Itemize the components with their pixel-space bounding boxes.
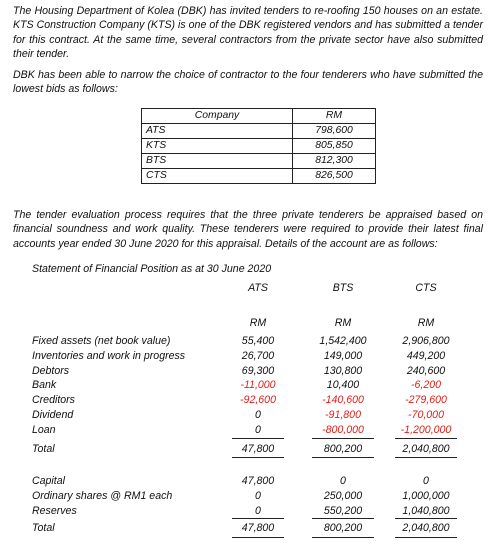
value-cell: 10,400 bbox=[326, 379, 360, 392]
bid-cell: 812,300 bbox=[293, 154, 376, 169]
company-header-ats: ATS bbox=[248, 282, 268, 294]
value-cell: -11,000 bbox=[240, 379, 276, 392]
value-cell: 2,906,800 bbox=[402, 335, 450, 347]
currency-label: RM bbox=[249, 317, 267, 329]
sfp-title: Statement of Financial Position as at 30 June 2020 bbox=[32, 263, 272, 275]
company-cell: ATS bbox=[142, 124, 293, 139]
value-cell: 240,600 bbox=[406, 364, 446, 377]
company-header-bts: BTS bbox=[332, 282, 354, 294]
total-value: 800,200 bbox=[323, 522, 363, 534]
value-cell: 149,000 bbox=[323, 349, 363, 362]
table-row bbox=[142, 169, 376, 184]
total-rule bbox=[395, 457, 457, 458]
subtotal-rule bbox=[232, 518, 284, 519]
total-value: 47,800 bbox=[241, 522, 275, 534]
value-cell: 1,542,400 bbox=[319, 335, 367, 347]
subtotal-rule bbox=[395, 518, 457, 519]
value-cell: 1,040,800 bbox=[402, 504, 450, 517]
company-cell: CTS bbox=[142, 169, 293, 184]
value-cell: 0 bbox=[255, 423, 261, 436]
currency-label: RM bbox=[417, 317, 435, 329]
row-label: Bank bbox=[32, 379, 57, 392]
value-cell: 0 bbox=[255, 504, 261, 517]
value-cell: 1,000,000 bbox=[402, 489, 450, 502]
currency-label: RM bbox=[334, 317, 352, 329]
value-cell: 250,000 bbox=[323, 489, 363, 502]
company-cell: BTS bbox=[142, 154, 293, 169]
value-cell: -279,600 bbox=[405, 394, 447, 407]
value-cell: 550,200 bbox=[323, 504, 363, 517]
value-cell: 0 bbox=[255, 409, 261, 421]
table-row bbox=[142, 154, 376, 169]
total-label: Total bbox=[32, 522, 55, 534]
total-rule bbox=[232, 457, 284, 458]
value-cell: 0 bbox=[340, 475, 346, 487]
table-row bbox=[142, 124, 376, 139]
value-cell: -91,800 bbox=[325, 409, 361, 421]
value-cell: -92,600 bbox=[240, 394, 276, 407]
total-value: 800,200 bbox=[323, 443, 363, 455]
value-cell: -6,200 bbox=[410, 379, 442, 392]
header-rm: RM bbox=[293, 109, 376, 124]
row-label: Fixed assets (net book value) bbox=[32, 335, 171, 347]
value-cell: 47,800 bbox=[241, 475, 275, 487]
subtotal-rule bbox=[395, 438, 457, 439]
subtotal-rule bbox=[312, 438, 374, 439]
row-label: Creditors bbox=[32, 394, 75, 407]
value-cell: -1,200,000 bbox=[400, 423, 452, 436]
total-label: Total bbox=[32, 443, 55, 455]
bid-cell: 805,850 bbox=[293, 139, 376, 154]
row-label: Reserves bbox=[32, 504, 77, 517]
row-label: Debtors bbox=[32, 364, 70, 377]
total-rule bbox=[312, 457, 374, 458]
subtotal-rule bbox=[312, 518, 374, 519]
bid-cell: 798,600 bbox=[293, 124, 376, 139]
value-cell: -800,000 bbox=[322, 423, 364, 436]
value-cell: -140,600 bbox=[322, 394, 364, 407]
row-label: Inventories and work in progress bbox=[32, 349, 186, 362]
company-header-cts: CTS bbox=[415, 282, 437, 294]
total-rule bbox=[232, 537, 284, 538]
tender-table bbox=[141, 108, 376, 184]
total-rule bbox=[312, 537, 374, 538]
subtotal-rule bbox=[232, 438, 284, 439]
value-cell: 449,200 bbox=[406, 349, 446, 362]
company-cell: KTS bbox=[142, 139, 293, 154]
value-cell: 26,700 bbox=[241, 349, 275, 362]
header-company: Company bbox=[142, 109, 293, 124]
total-value: 2,040,800 bbox=[402, 443, 450, 455]
intro-paragraph-1: The Housing Department of Kolea (DBK) has invited tenders to re-roofing 150 houses on an estate. KTS Construction Company (KTS) is one of the DBK registered vendors and has submitted a tender for this contract. At the same time, several contractors from the private sector have also submitted their tender. bbox=[13, 5, 483, 61]
value-cell: 55,400 bbox=[241, 335, 275, 347]
value-cell: 69,300 bbox=[241, 364, 275, 377]
row-label: Capital bbox=[32, 475, 65, 487]
value-cell: 0 bbox=[255, 489, 261, 502]
value-cell: -70,000 bbox=[408, 409, 444, 421]
total-value: 47,800 bbox=[241, 443, 275, 455]
intro-paragraph-3: The tender evaluation process requires that the three private tenderers be appraised based on financial soundness and work quality. These tenderers were required to provide their latest final accounts year ended 30 June 2020 for this appraisal. Details of the account are as follows: bbox=[13, 209, 483, 250]
bid-cell: 826,500 bbox=[293, 169, 376, 184]
intro-paragraph-2: DBK has been able to narrow the choice of contractor to the four tenderers who have submitted the lowest bids as follows: bbox=[13, 69, 483, 96]
tender-table-header bbox=[142, 109, 376, 124]
table-row bbox=[142, 139, 376, 154]
row-label: Ordinary shares @ RM1 each bbox=[32, 489, 173, 502]
total-value: 2,040,800 bbox=[402, 522, 450, 534]
row-label: Dividend bbox=[32, 409, 74, 421]
total-rule bbox=[395, 537, 457, 538]
row-label: Loan bbox=[32, 423, 56, 436]
value-cell: 130,800 bbox=[323, 364, 363, 377]
value-cell: 0 bbox=[423, 475, 429, 487]
